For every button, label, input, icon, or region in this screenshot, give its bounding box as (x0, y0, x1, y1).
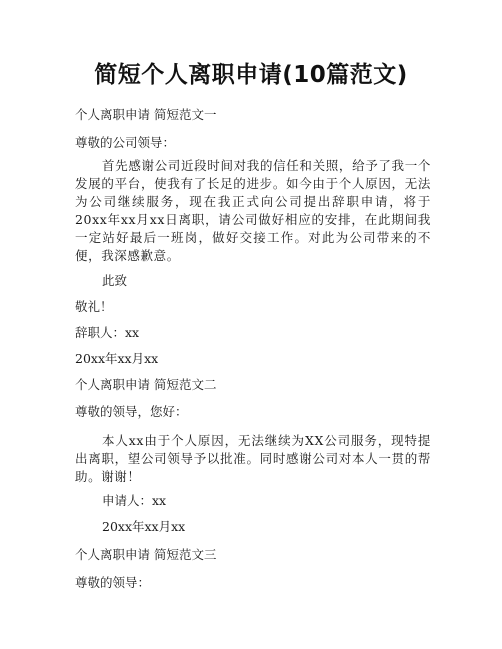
section-heading: 个人离职申请 简短范文二 (75, 377, 217, 392)
section-heading: 个人离职申请 简短范文一 (75, 107, 217, 122)
document-title: 简短个人离职申请(10篇范文) (94, 62, 408, 88)
salutation: 尊敬的领导，您好： (75, 404, 188, 419)
closing-line: 此致 (102, 273, 128, 288)
signer-line: 辞职人：xx (75, 325, 140, 340)
date-line: 20xx年xx月xx (75, 351, 159, 366)
body-paragraph: 首先感谢公司近段时间对我的信任和关照，给予了我一个发展的平台，使我有了长足的进步。如今由于个人原因，无法为公司继续服务，现在我正式向公司提出辞职申请，将于20xx年xx月xx日离职，请公司做好相应的安排，在此期间我一定站好最后一班岗，做好交接工作。对此为公司带来的不便，我深感歉意。 (75, 158, 431, 263)
closing-regards: 敬礼！ (75, 299, 113, 314)
signer-line: 申请人：xx (102, 493, 167, 508)
salutation: 尊敬的领导： (75, 575, 151, 590)
body-paragraph: 本人xx由于个人原因，无法继续为XX公司服务，现特提出离职，望公司领导予以批准。同时感谢公司对本人一贯的帮助。谢谢！ (75, 433, 431, 484)
section-heading: 个人离职申请 简短范文三 (75, 547, 217, 562)
salutation: 尊敬的公司领导： (75, 135, 176, 150)
date-line: 20xx年xx月xx (102, 519, 186, 534)
